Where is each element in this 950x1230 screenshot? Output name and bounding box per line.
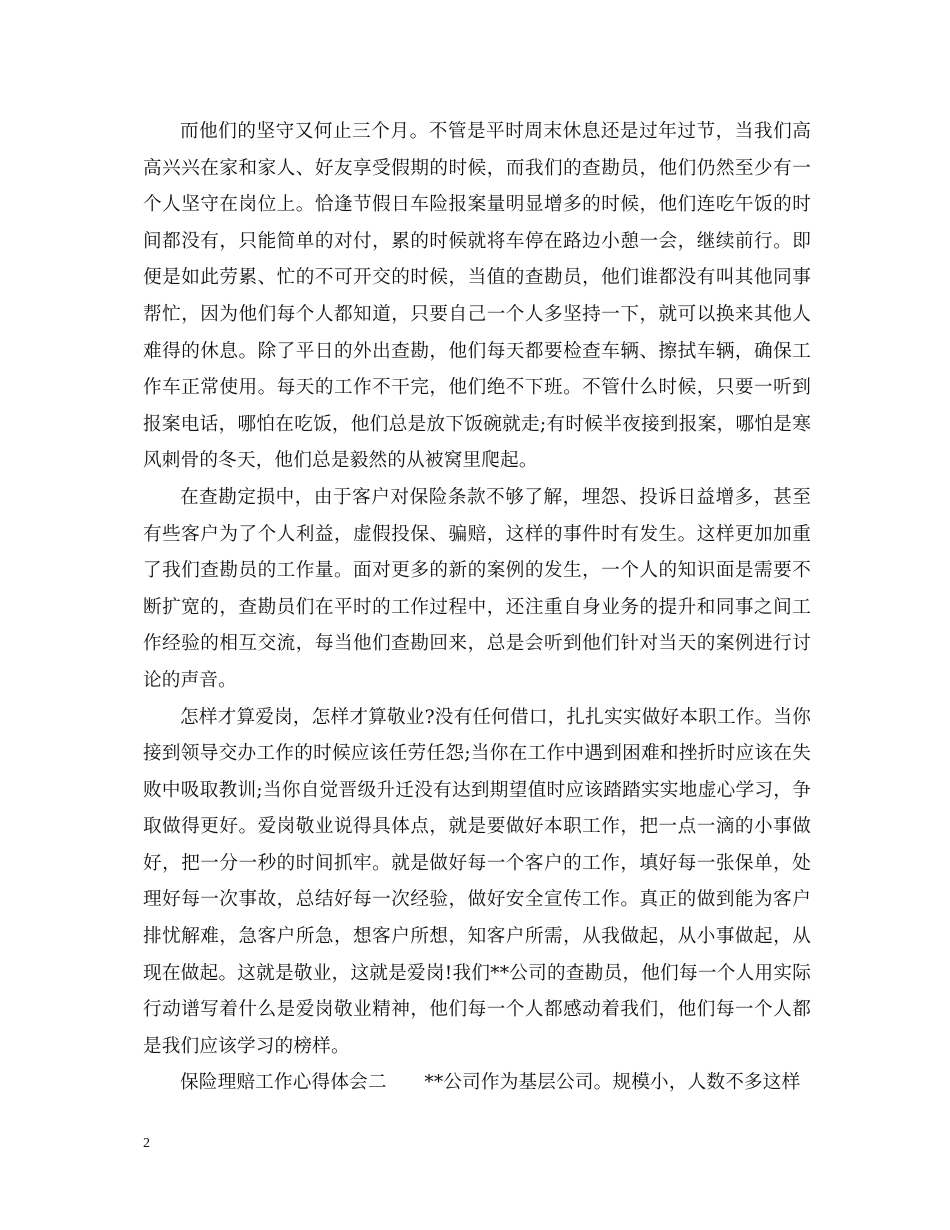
page-number: 2 bbox=[143, 1136, 150, 1151]
paragraph-2: 在查勘定损中，由于客户对保险条款不够了解，埋怨、投诉日益增多，甚至有些客户为了个人利益，虚假投保、骗赔，这样的事件时有发生。这样更加加重了我们查勘员的工作量。面对更多的新的案例的发生，一个人的知识面是需要不断扩宽的，查勘员们在平时的工作过程中，还注重自身业务的提升和同事之间工作经验的相互交流，每当他们查勘回来，总是会听到他们针对当天的案例进行讨论的声音。 bbox=[143, 486, 811, 691]
paragraph-4: 保险理赔工作心得体会二 **公司作为基层公司。规模小，人数不多这样 bbox=[180, 1072, 801, 1094]
paragraph-1: 而他们的坚守又何止三个月。不管是平时周末休息还是过年过节，当我们高高兴兴在家和家人、好友享受假期的时候，而我们的查勘员，他们仍然至少有一个人坚守在岗位上。恰逢节假日车险报案量明显增多的时候，他们连吃午饭的时间都没有，只能简单的对付，累的时候就将车停在路边小憩一会，继续前行。即便是如此劳累、忙的不可开交的时候，当值的查勘员，他们谁都没有叫其他同事帮忙，因为他们每个人都知道，只要自己一个人多坚持一下，就可以换来其他人难得的休息。除了平日的外出查勘，他们每天都要检查车辆、擦拭车辆，确保工作车正常使用。每天的工作不干完，他们绝不下班。不管什么时候，只要一听到报案电话，哪怕在吃饭，他们总是放下饭碗就走;有时候半夜接到报案，哪怕是寒风刺骨的冬天，他们总是毅然的从被窝里爬起。 bbox=[143, 121, 811, 472]
paragraph-3: 怎样才算爱岗，怎样才算敬业?没有任何借口，扎扎实实做好本职工作。当你接到领导交办工作的时候应该任劳任怨;当你在工作中遇到困难和挫折时应该在失败中吸取教训;当你自觉晋级升迁没有达到期望值时应该踏踏实实地虚心学习，争取做得更好。爱岗敬业说得具体点，就是要做好本职工作，把一点一滴的小事做好，把一分一秒的时间抓牢。就是做好每一个客户的工作，填好每一张保单，处理好每一次事故，总结好每一次经验，做好安全宣传工作。真正的做到能为客户排忧解难，急客户所急，想客户所想，知客户所需，从我做起，从小事做起，从现在做起。这就是敬业，这就是爱岗!我们**公司的查勘员，他们每一个人用实际行动谱写着什么是爱岗敬业精神，他们每一个人都感动着我们，他们每一个人都是我们应该学习的榜样。 bbox=[143, 706, 811, 1057]
document-body bbox=[143, 114, 811, 1102]
